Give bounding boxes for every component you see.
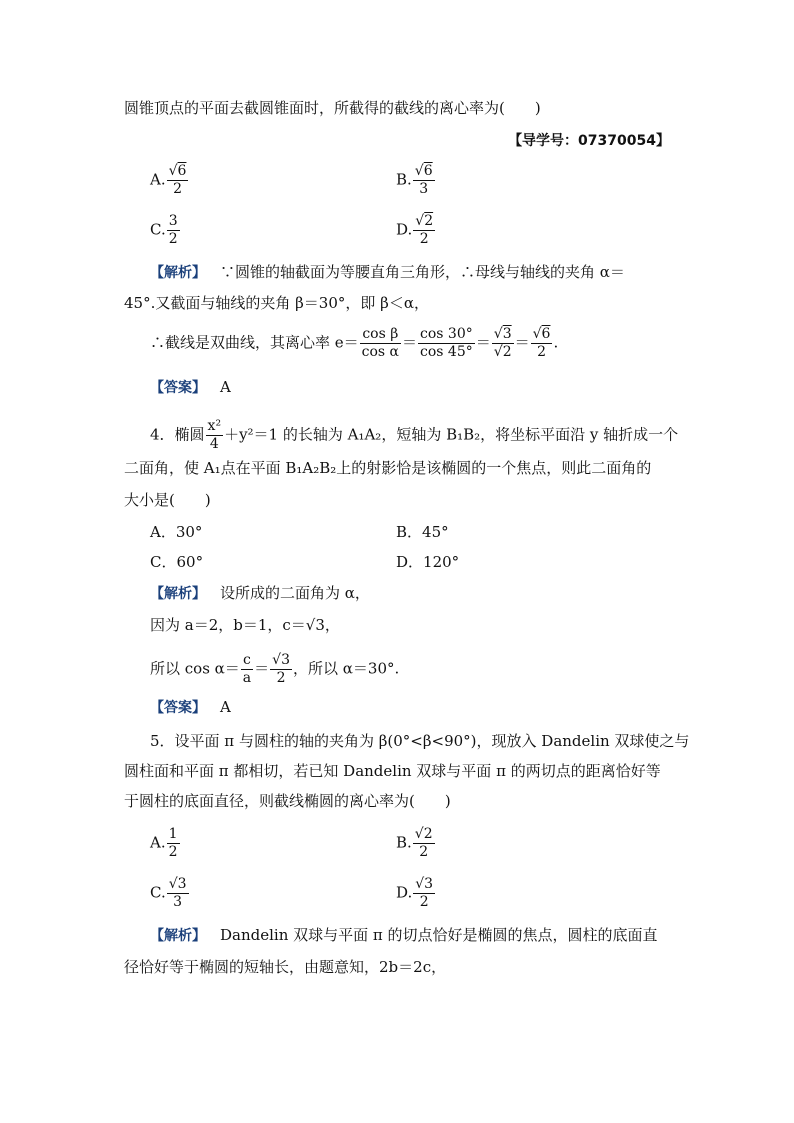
q5-stem-line-3: 于圆柱的底面直径，则截线椭圆的离心率为( ) — [124, 792, 451, 810]
q4-analysis-line-2: 因为 a＝2，b＝1，c＝√3， — [150, 616, 340, 634]
answer-tag: 【答案】 — [150, 380, 206, 396]
q3-analysis-equation: ∴截线是双曲线，其离心率 e＝ $\frac{\text{cos β}}{\text{cos α}}$ ＝ $\frac{\cos 30^\circ}{\cos 45^\circ}$ ＝ $\frac{√3}{√2}$ ＝ $\frac{√6}{2}$ . — [150, 326, 559, 360]
q4-analysis-line-3: 所以 cos α＝ $\frac{c}{a}$ ＝ $\frac{√3}{2}$ ，所以 α＝30°. — [150, 652, 400, 686]
analysis-tag: 【解析】 — [150, 265, 206, 281]
q3-option-a: A. $\frac{√6}{2}$ — [150, 163, 187, 197]
q4-answer: 【答案】 A — [150, 698, 231, 716]
q5-stem-line-1: 5．设平面 π 与圆柱的轴的夹角为 β(0°<β<90°)，现放入 Dandelin 双球使之与 — [150, 732, 690, 750]
q5-option-a: A. $\frac{1}{2}$ — [150, 826, 178, 860]
analysis-tag: 【解析】 — [150, 928, 206, 944]
q5-option-c: C. $\frac{√3}{3}$ — [150, 876, 187, 910]
answer-tag: 【答案】 — [150, 700, 206, 716]
q4-option-a: A．30° — [150, 523, 203, 541]
q4-option-d: D．120° — [396, 553, 460, 571]
q3-analysis-line-2: 45°.又截面与轴线的夹角 β＝30°，即 β＜α， — [124, 294, 429, 312]
guide-number: 【导学号：07370054】 — [508, 133, 670, 149]
analysis-tag: 【解析】 — [150, 586, 206, 602]
q5-analysis-line-1: 【解析】 Dandelin 双球与平面 π 的切点恰好是椭圆的焦点，圆柱的底面直 — [150, 926, 658, 944]
q4-stem-line-1: 4．椭圆 $\frac{\text{x²}}{4}$ ＋y²＝1 的长轴为 A₁A₂，短轴为 B₁B₂，将坐标平面沿 y 轴折成一个 — [150, 418, 679, 452]
q3-option-b: B. $\frac{√6}{3}$ — [396, 163, 433, 197]
q3-analysis-line-1: 【解析】 ∵圆锥的轴截面为等腰直角三角形，∴母线与轴线的夹角 α＝ — [150, 263, 625, 281]
q4-option-b: B．45° — [396, 523, 449, 541]
q4-analysis-line-1: 【解析】 设所成的二面角为 α， — [150, 584, 370, 602]
q5-analysis-line-2: 径恰好等于椭圆的短轴长，由题意知，2b＝2c， — [124, 958, 447, 976]
q3-answer: 【答案】 A — [150, 378, 231, 396]
q3-option-c: C. $\frac{3}{2}$ — [150, 213, 178, 247]
q5-option-b: B. $\frac{√2}{2}$ — [396, 826, 433, 860]
q5-option-d: D. $\frac{√3}{2}$ — [396, 876, 434, 910]
q4-option-c: C．60° — [150, 553, 204, 571]
q4-stem-line-3: 大小是( ) — [124, 491, 211, 509]
q3-stem: 圆锥顶点的平面去截圆锥面时，所截得的截线的离心率为( ) — [124, 99, 541, 117]
q3-option-d: D. $\frac{√2}{2}$ — [396, 213, 434, 247]
q5-stem-line-2: 圆柱面和平面 π 都相切，若已知 Dandelin 双球与平面 π 的两切点的距离恰好等 — [124, 762, 661, 780]
q4-stem-line-2: 二面角，使 A₁点在平面 B₁A₂B₂上的射影恰是该椭圆的一个焦点，则此二面角的 — [124, 459, 652, 477]
